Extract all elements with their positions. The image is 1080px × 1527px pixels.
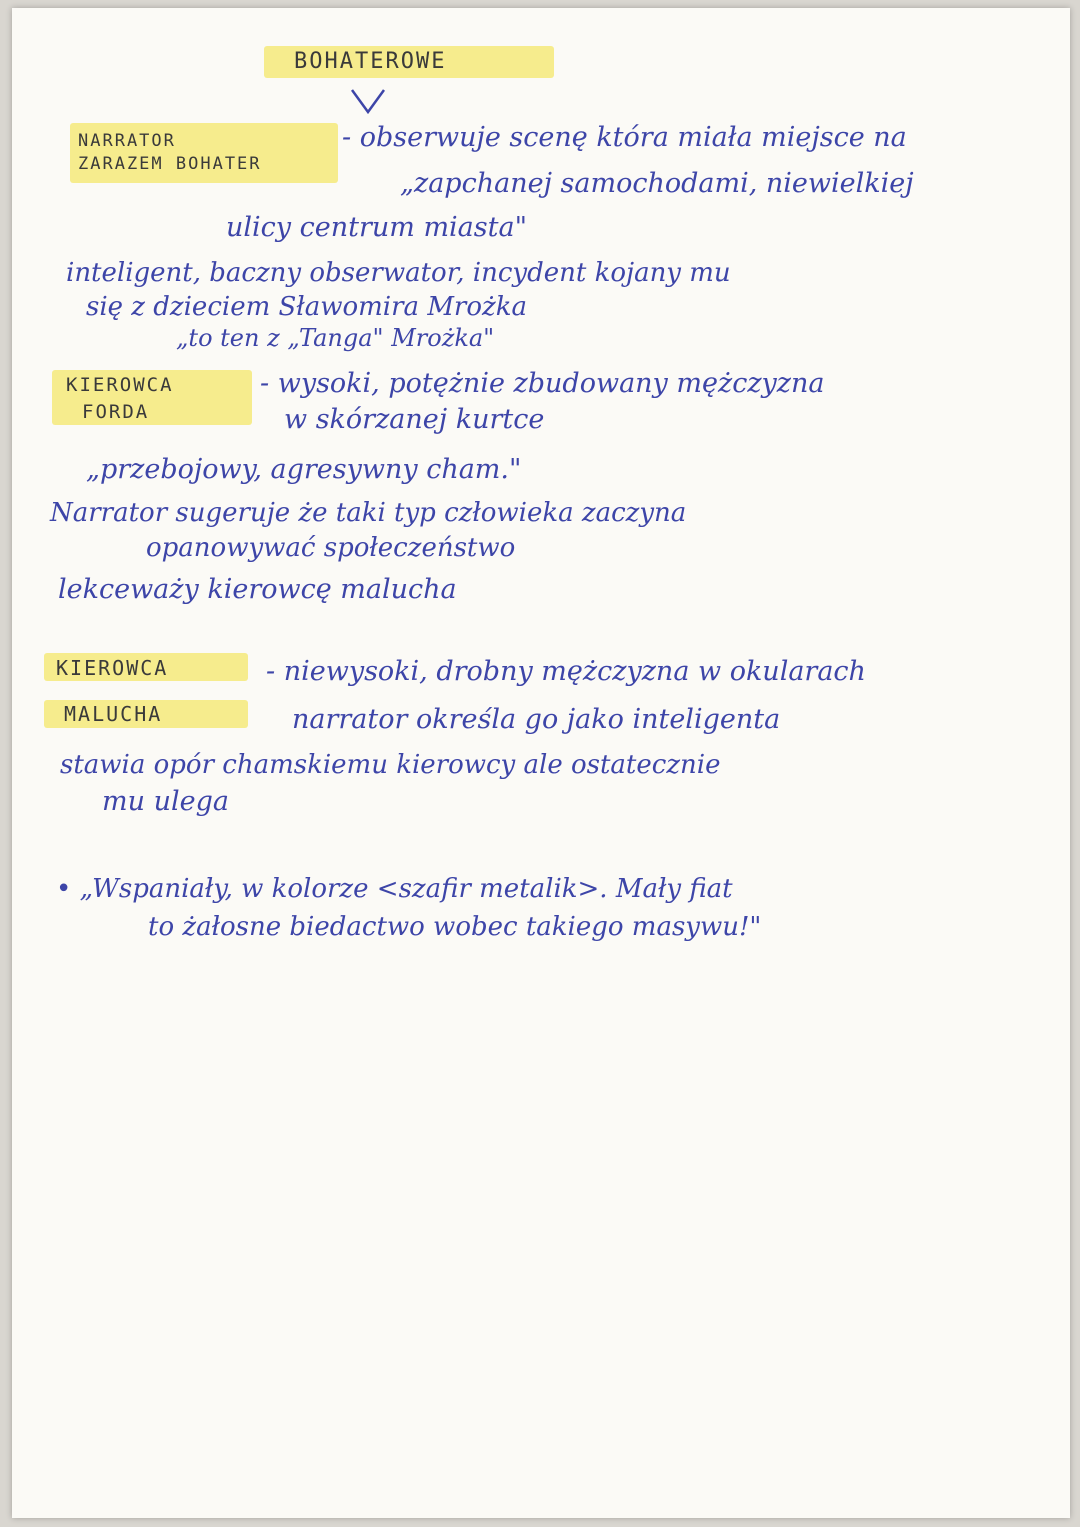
note-line: - wysoki, potężnie zbudowany mężczyzna xyxy=(260,368,825,399)
note-line: w skórzanej kurtce xyxy=(284,404,545,435)
section-label: ZARAZEM BOHATER xyxy=(78,154,262,174)
note-line: „to ten z „Tanga" Mrożka" xyxy=(176,324,495,352)
section-label: MALUCHA xyxy=(64,702,163,726)
notebook-page xyxy=(12,8,1070,1518)
note-line: - niewysoki, drobny mężczyzna w okularach xyxy=(266,656,866,687)
note-line: „zapchanej samochodami, niewielkiej xyxy=(400,168,914,199)
down-arrow-icon xyxy=(348,86,388,116)
quote-line: to żałosne biedactwo wobec takiego masywu!" xyxy=(148,912,762,942)
note-line: ulicy centrum miasta" xyxy=(226,212,527,243)
note-line: lekceważy kierowcę malucha xyxy=(58,574,457,605)
note-line: Narrator sugeruje że taki typ człowieka zaczyna xyxy=(50,498,687,528)
note-line: się z dzieciem Sławomira Mrożka xyxy=(86,292,527,322)
quote-line: • „Wspaniały, w kolorze <szafir metalik>. Mały fiat xyxy=(56,874,733,904)
section-label: NARRATOR xyxy=(78,131,176,151)
page-title: BOHATEROWE xyxy=(294,49,447,74)
section-label: KIEROWCA xyxy=(66,374,174,396)
section-label: FORDA xyxy=(82,401,150,423)
note-line: opanowywać społeczeństwo xyxy=(146,533,516,563)
section-label: KIEROWCA xyxy=(56,656,169,680)
note-line: inteligent, baczny obserwator, incydent kojany mu xyxy=(66,258,731,288)
note-line: narrator określa go jako inteligenta xyxy=(292,704,781,735)
note-line: „przebojowy, agresywny cham." xyxy=(86,454,522,485)
note-line: stawia opór chamskiemu kierowcy ale ostatecznie xyxy=(60,750,721,780)
note-line: mu ulega xyxy=(102,786,229,817)
note-line: - obserwuje scenę która miała miejsce na xyxy=(342,122,907,153)
